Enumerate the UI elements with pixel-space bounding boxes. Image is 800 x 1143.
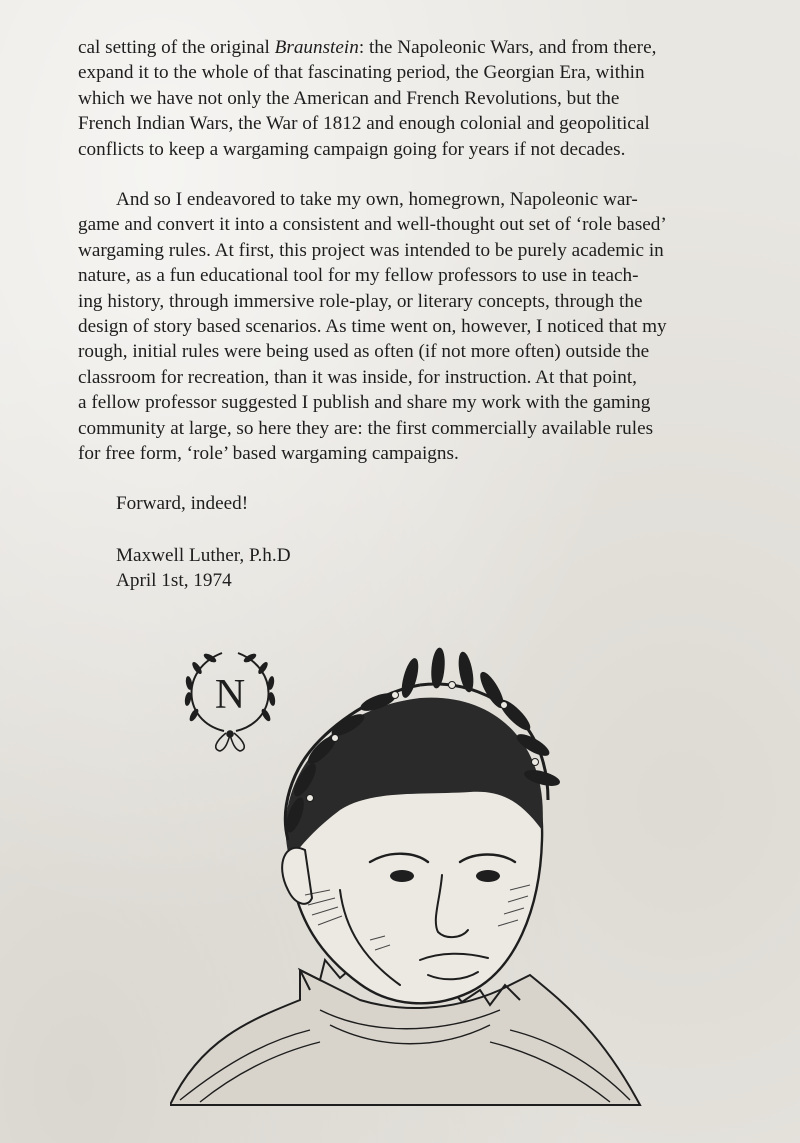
paragraph-gap	[78, 162, 728, 187]
text-segment: : the Napoleonic Wars, and from there,	[358, 37, 657, 58]
paragraph-1-line-1	[78, 35, 728, 60]
laurel-wreath-monogram-icon	[184, 652, 276, 751]
text-segment: cal setting of the original	[78, 37, 275, 58]
paragraph-2-line: nature, as a fun educational tool for my fellow professors to use in teach-	[78, 265, 639, 287]
paragraph-2-line: ing history, through immersive role-play, or literary concepts, through the	[78, 290, 643, 312]
author-name: Maxwell Luther, P.h.D	[116, 545, 291, 566]
paragraph-2-line: rough, initial rules were being used as often (if not more often) outside the	[78, 341, 650, 363]
paragraph-2-line: game and convert it into a consistent and well-thought out set of ‘role based’	[78, 214, 667, 236]
monogram-letter: N	[214, 672, 246, 718]
paragraph-1-line: which we have not only the American and French Revolutions, but the	[78, 87, 620, 109]
paragraph-2-line: design of story based scenarios. As time went on, however, I noticed that my	[78, 316, 667, 338]
paragraph-1-line: French Indian Wars, the War of 1812 and enough colonial and geopolitical	[78, 113, 650, 135]
paragraph-2-line: classroom for recreation, than it was inside, for instruction. At that point,	[78, 366, 637, 388]
book-title-italic: Braunstein	[274, 37, 359, 58]
body-text	[78, 35, 728, 467]
signature-date: April 1st, 1974	[116, 570, 232, 591]
paragraph-2-line: for free form, ‘role’ based wargaming campaigns.	[78, 443, 459, 465]
closing-line: Forward, indeed!	[116, 493, 249, 514]
paragraph-2-line: And so I endeavored to take my own, homegrown, Napoleonic war-	[116, 189, 638, 211]
paragraph-1-line: conflicts to keep a wargaming campaign going for years if not decades.	[78, 138, 626, 160]
paragraph-2-line: community at large, so here they are: the first commercially available rules	[78, 417, 654, 439]
napoleon-portrait-illustration	[170, 640, 650, 1110]
paragraph-2-line: a fellow professor suggested I publish and share my work with the gaming	[78, 392, 651, 414]
paragraph-2-line: wargaming rules. At first, this project was intended to be purely academic in	[78, 239, 664, 261]
paragraph-1-line: expand it to the whole of that fascinating period, the Georgian Era, within	[78, 62, 645, 84]
